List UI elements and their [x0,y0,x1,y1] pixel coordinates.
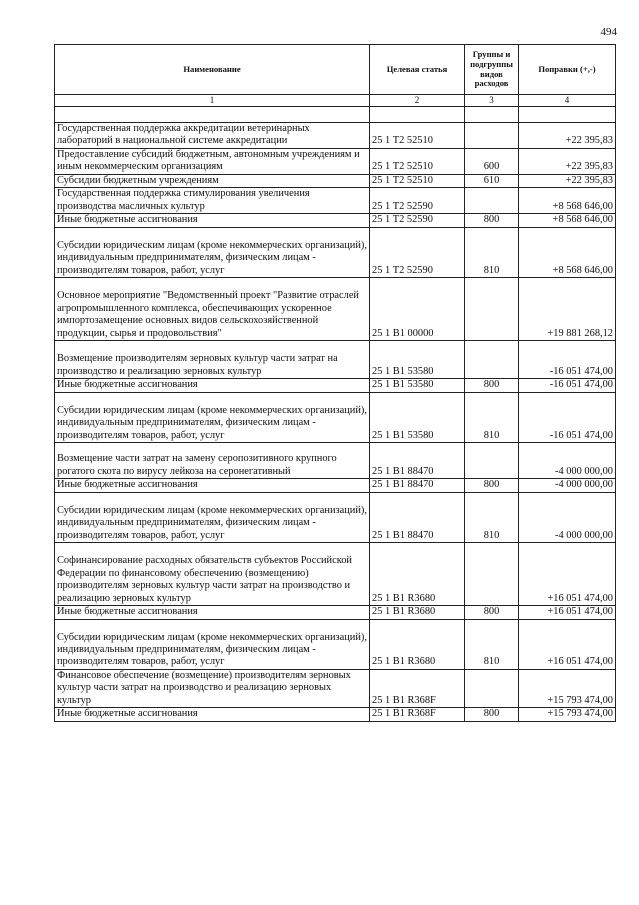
row-target-code: 25 1 В1 R368F [370,708,465,721]
row-group [465,278,519,341]
table-row [55,174,616,187]
table-row [55,606,616,619]
row-group: 800 [465,479,519,492]
table-row [55,227,616,277]
row-target-code: 25 1 В1 00000 [370,278,465,341]
row-target-code: 25 1 В1 R3680 [370,606,465,619]
row-name: Иные бюджетные ассигнования [55,606,370,619]
row-name: Субсидии юридическим лицам (кроме некоммерческих организаций), индивидуальным предпринимателям, физическим лицам - производителям товаров, работ, услуг [55,227,370,277]
table-row [55,619,616,669]
row-amount: +8 568 646,00 [519,227,616,277]
row-group: 810 [465,392,519,442]
row-amount: +22 395,83 [519,123,616,149]
row-group: 810 [465,492,519,542]
row-amount: -16 051 474,00 [519,379,616,392]
row-target-code: 25 1 Т2 52510 [370,148,465,174]
budget-table [54,44,616,722]
table-row [55,123,616,149]
table-row [55,379,616,392]
table-row [55,148,616,174]
row-name: Иные бюджетные ассигнования [55,479,370,492]
table-row [55,188,616,214]
header-name: Наименование [55,45,370,95]
column-number: 1 [55,95,370,107]
row-target-code: 25 1 В1 53580 [370,379,465,392]
row-target-code: 25 1 Т2 52590 [370,214,465,227]
page-number: 494 [600,26,617,38]
row-target-code: 25 1 В1 R368F [370,669,465,707]
header-row [55,45,616,95]
table-row [55,392,616,442]
row-name: Государственная поддержка аккредитации ветеринарных лабораторий в национальной системе аккредитации [55,123,370,149]
row-amount: -16 051 474,00 [519,341,616,379]
row-group: 610 [465,174,519,187]
table-row [55,708,616,721]
row-name: Финансовое обеспечение (возмещение) производителям зерновых культур части затрат на производство и реализацию зерновых культур [55,669,370,707]
row-amount: -4 000 000,00 [519,492,616,542]
row-group: 800 [465,708,519,721]
table-row [55,669,616,707]
row-group [465,443,519,479]
table-row [55,341,616,379]
table-row [55,278,616,341]
row-name: Субсидии юридическим лицам (кроме некоммерческих организаций), индивидуальным предпринимателям, физическим лицам - производителям товаров, работ, услуг [55,619,370,669]
row-amount: -4 000 000,00 [519,479,616,492]
row-name: Возмещение части затрат на замену серопозитивного крупного рогатого скота по вирусу лейкоза на серонегативный [55,443,370,479]
row-group: 600 [465,148,519,174]
row-target-code: 25 1 Т2 52590 [370,188,465,214]
row-group: 800 [465,606,519,619]
row-name: Иные бюджетные ассигнования [55,379,370,392]
row-amount: +15 793 474,00 [519,669,616,707]
row-name: Государственная поддержка стимулирования увеличения производства масличных культур [55,188,370,214]
row-group: 810 [465,619,519,669]
row-name: Иные бюджетные ассигнования [55,214,370,227]
row-target-code: 25 1 В1 88470 [370,492,465,542]
row-group [465,543,519,606]
row-target-code: 25 1 В1 88470 [370,479,465,492]
row-name: Иные бюджетные ассигнования [55,708,370,721]
row-target-code: 25 1 В1 53580 [370,341,465,379]
column-number-row [55,95,616,107]
table-spacer-row [55,107,616,123]
row-name: Субсидии юридическим лицам (кроме некоммерческих организаций), индивидуальным предпринимателям, физическим лицам - производителям товаров, работ, услуг [55,492,370,542]
header-target: Целевая статья [370,45,465,95]
table-row [55,443,616,479]
row-amount: +15 793 474,00 [519,708,616,721]
column-number: 4 [519,95,616,107]
row-name: Субсидии бюджетным учреждениям [55,174,370,187]
row-amount: +8 568 646,00 [519,214,616,227]
row-target-code: 25 1 В1 R3680 [370,619,465,669]
row-group [465,341,519,379]
row-amount: +22 395,83 [519,148,616,174]
row-name: Возмещение производителям зерновых культур части затрат на производство и реализацию зерновых культур [55,341,370,379]
row-amount: -4 000 000,00 [519,443,616,479]
row-amount: +16 051 474,00 [519,606,616,619]
row-group: 810 [465,227,519,277]
row-target-code: 25 1 Т2 52510 [370,123,465,149]
column-number: 3 [465,95,519,107]
row-group [465,123,519,149]
header-groups: Группы и подгруппы видов расходов [465,45,519,95]
table-row [55,479,616,492]
table-row [55,214,616,227]
row-amount: +19 881 268,12 [519,278,616,341]
row-group [465,188,519,214]
row-name: Предоставление субсидий бюджетным, автономным учреждениям и иным некоммерческим организациям [55,148,370,174]
row-group: 800 [465,214,519,227]
table-row [55,492,616,542]
row-amount: +16 051 474,00 [519,543,616,606]
row-target-code: 25 1 Т2 52510 [370,174,465,187]
row-group: 800 [465,379,519,392]
table-row [55,543,616,606]
row-amount: -16 051 474,00 [519,392,616,442]
row-target-code: 25 1 В1 88470 [370,443,465,479]
column-number: 2 [370,95,465,107]
row-amount: +8 568 646,00 [519,188,616,214]
row-target-code: 25 1 В1 R3680 [370,543,465,606]
row-name: Основное мероприятие "Ведомственный проект "Развитие отраслей агропромышленного комплекса, обеспечивающих ускоренное импортозамещение основных видов сельскохозяйственной продукции, сырья и продовольствия" [55,278,370,341]
row-target-code: 25 1 В1 53580 [370,392,465,442]
row-group [465,669,519,707]
row-name: Субсидии юридическим лицам (кроме некоммерческих организаций), индивидуальным предпринимателям, физическим лицам - производителям товаров, работ, услуг [55,392,370,442]
row-target-code: 25 1 Т2 52590 [370,227,465,277]
row-amount: +16 051 474,00 [519,619,616,669]
header-amendments: Поправки (+,-) [519,45,616,95]
row-name: Софинансирование расходных обязательств субъектов Российской Федерации по финансовому обеспечению (возмещению) производителям зерновых культур части затрат на производство и реализацию зерновых культур [55,543,370,606]
row-amount: +22 395,83 [519,174,616,187]
